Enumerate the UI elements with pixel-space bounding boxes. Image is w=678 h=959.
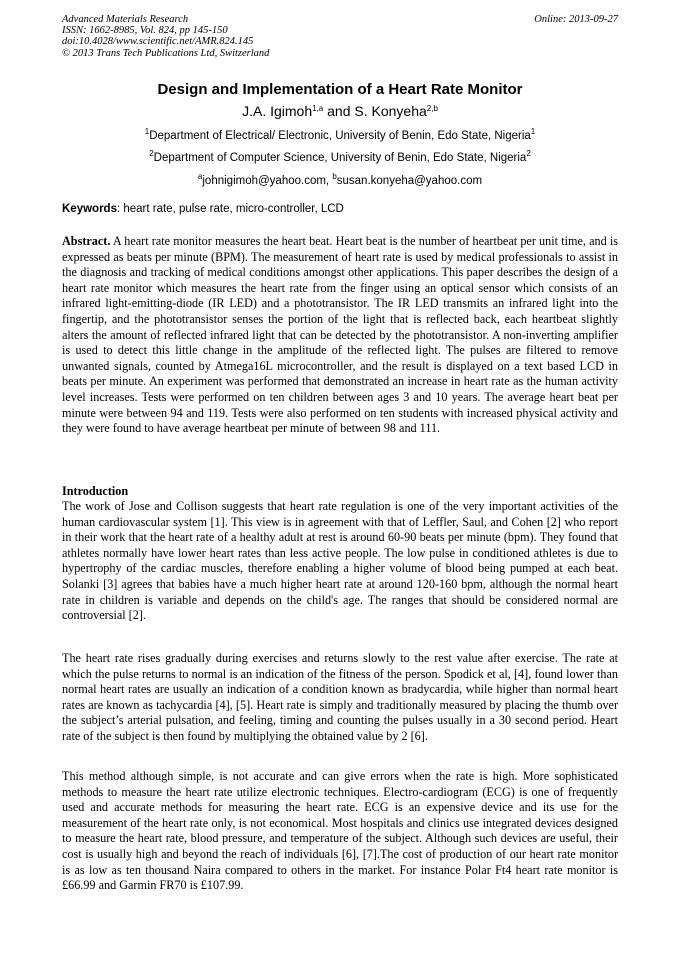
journal-issn: ISSN: 1662-8985, Vol. 824, pp 145-150 (62, 25, 228, 37)
affiliation-2-text: Department of Computer Science, University of Benin, Edo State, Nigeria (153, 152, 527, 164)
online-date: Online: 2013-09-27 (534, 14, 618, 25)
abstract (62, 234, 618, 437)
journal-copyright: © 2013 Trans Tech Publications Ltd, Switzerland (62, 47, 270, 59)
email-b-sup: b (332, 172, 337, 181)
intro-paragraph-2: The heart rate rises gradually during exercises and returns slowly to the rest value after exercise. The rate at which the pulse returns to normal is an indication of the fitness of the person. Spodick et al, [4], found lower than normal heart rates are usually an indication of a condition known as bradycardia, while higher than normal heart rates are known as tachycardia [4], [5]. Heart rate is simply and traditionally measured by placing the thumb over the subject’s arterial pulsation, and feeling, timing and counting the pulses usually in a 30 second period. Heart rate of the subject is then found by multiplying the obtained value by 2 [6]. (62, 651, 618, 743)
email-a[interactable]: johnigimoh@yahoo.com, (202, 175, 333, 187)
affiliation-2-post: 2 (526, 149, 531, 158)
introduction-heading: Introduction (62, 484, 129, 498)
keywords-text: : heart rate, pulse rate, micro-controller, LCD (116, 203, 344, 215)
author-line (62, 102, 618, 120)
affiliation-2 (62, 151, 618, 165)
author-2: S. Konyeha (354, 103, 427, 119)
email-a-sup: a (197, 172, 203, 181)
author-conjunction: and (323, 103, 355, 119)
affiliation-1-text: Department of Electrical/ Electronic, University of Benin, Edo State, Nigeria (149, 130, 531, 142)
intro-paragraph-3: This method although simple, is not accurate and can give errors when the rate is high. More sophisticated methods to measure the heart rate utilize electronic techniques. Electro-cardiogram (ECG) is one of frequently used and accurate methods for measuring the heart rate. ECG is an expensive device and its use for the measurement of the heart rate only, is not economical. Most hospitals and clinics use integrated devices designed to measure the heart rate, blood pressure, and temperature of the subject. Although such devices are useful, their cost is usually high and beyond the reach of individuals [6], [7].The cost of production of our heart rate monitor is as low as ten thousand Naira compared to others in the market. For instance Polar Ft4 heart rate monitor is £66.99 and Garmin FR70 is £107.99. (62, 769, 618, 893)
paper-title: Design and Implementation of a Heart Rate Monitor (157, 81, 523, 98)
abstract-text: A heart rate monitor measures the heart beat. Heart beat is the number of heartbeat per unit time, and is expressed as beats per minute (BPM). The measurement of heart rate is used by medical professionals to assist in the diagnosis and tracking of medical conditions amongst other applications. This paper describes the design of a heart rate monitor which measures the heart rate from the finger using an optical sensor which consists of an infrared light-emitting-diode (IR LED) and a phototransistor. The IR LED transmits an infrared light into the fingertip, and the phototransistor senses the portion of the light that is reflected back, each heartbeat slightly alters the amount of reflected infrared light that can be detected by the phototransistor. A non-inverting amplifier is used to detect this little change in the amplitude of the reflected light. The pulses are filtered to remove unwanted signals, counted by Atmega16L microcontroller, and the result is displayed on a text based LCD in beats per minute. An experiment was performed that demonstrated an increase in heart rate as the human activity level increases. Tests were performed on ten children between ages 3 and 10 years. The average heart beat per minute were between 94 and 119. Tests were also performed on ten students with increased physical activity and they were found to have average heartbeat per minute of between 98 and 111. (62, 234, 618, 436)
journal-name: Advanced Materials Research (62, 14, 189, 25)
author-1-sup: 1,a (312, 104, 324, 113)
affiliation-1 (62, 129, 618, 143)
journal-header (62, 14, 618, 59)
author-1: J.A. Igimoh (242, 103, 313, 119)
affiliation-2-pre: 2 (149, 149, 154, 158)
journal-doi[interactable]: doi:10.4028/www.scientific.net/AMR.824.145 (62, 36, 254, 48)
intro-paragraph-1: The work of Jose and Collison suggests that heart rate regulation is one of the very important activities of the human cardiovascular system [1]. This view is in agreement with that of Leffler, Saul, and Cohen [2] who report in their work that the heart rate of a healthy adult at rest is around 60-90 beats per minute (bpm). They found that athletes normally have lower heart rates than less active people. The low pulse in conditioned athletes is due to hypertrophy of the cardiac muscles, therefore enabling a higher volume of blood being pumped at each beat. Solanki [3] agrees that babies have a much higher heart rate at around 120-160 bpm, although the normal heart rate in children is variable and depends on the child's age. The ranges that should be considered normal are controversial [2]. (62, 499, 618, 623)
email-b[interactable]: susan.konyeha@yahoo.com (336, 175, 483, 187)
author-2-sup: 2,b (426, 104, 438, 113)
affiliation-1-post: 1 (530, 127, 536, 136)
affiliation-1-pre: 1 (144, 127, 150, 136)
author-emails (62, 174, 618, 188)
keywords-label: Keywords (62, 203, 117, 215)
abstract-label: Abstract. (62, 234, 111, 248)
keywords (62, 202, 618, 216)
